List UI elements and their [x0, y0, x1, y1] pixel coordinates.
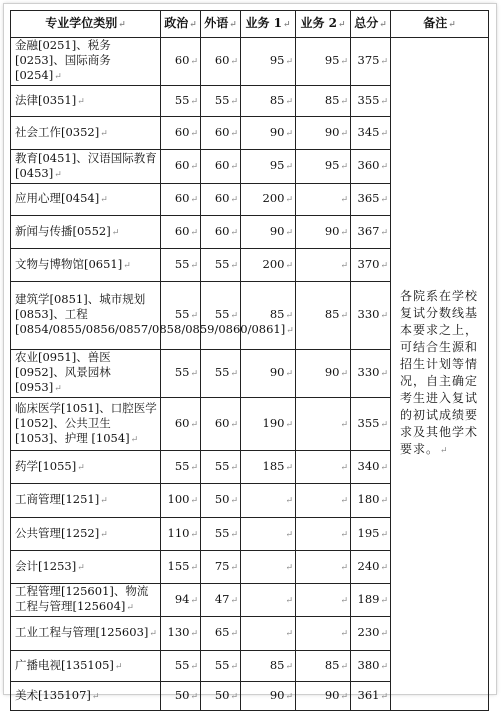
cell-foreign: 55↵: [201, 518, 241, 551]
cell-subject1: 85↵: [241, 282, 296, 350]
cell-subject1: 90↵: [241, 350, 296, 398]
cell-foreign: 50↵: [201, 682, 241, 711]
cell-total: 355↵: [351, 86, 391, 117]
cell-subject2: ↵: [296, 584, 351, 617]
header-total: 总分↵: [351, 11, 391, 38]
cell-total: 195↵: [351, 518, 391, 551]
cell-foreign: 60↵: [201, 398, 241, 451]
cell-foreign: 55↵: [201, 350, 241, 398]
cell-subject2: 90↵: [296, 216, 351, 249]
cell-subject1: 90↵: [241, 216, 296, 249]
cell-total: 180↵: [351, 484, 391, 518]
cell-foreign: 55↵: [201, 451, 241, 484]
cell-foreign: 75↵: [201, 551, 241, 584]
cell-total: 375↵: [351, 38, 391, 86]
cell-foreign: 60↵: [201, 38, 241, 86]
cell-foreign: 55↵: [201, 86, 241, 117]
cell-politics: 94↵: [161, 584, 201, 617]
cell-category: 建筑学[0851]、城市规划[0853]、工程[0854/0855/0856/0857/0858/0859/0860/0861]↵: [11, 282, 161, 350]
cell-politics: 155↵: [161, 551, 201, 584]
cell-total: 370↵: [351, 249, 391, 282]
cell-subject2: ↵: [296, 617, 351, 651]
cell-category: 教育[0451]、汉语国际教育[0453]↵: [11, 150, 161, 184]
cell-subject1: 190↵: [241, 398, 296, 451]
cell-politics: 60↵: [161, 216, 201, 249]
cell-subject2: ↵: [296, 518, 351, 551]
cell-category: 工程管理[125601]、物流工程与管理[125604]↵: [11, 584, 161, 617]
cell-subject1: ↵: [241, 484, 296, 518]
cell-total: 230↵: [351, 617, 391, 651]
cell-foreign: 60↵: [201, 117, 241, 150]
cell-subject2: 85↵: [296, 282, 351, 350]
cell-total: 345↵: [351, 117, 391, 150]
cell-foreign: 55↵: [201, 651, 241, 682]
cell-politics: 100↵: [161, 484, 201, 518]
cell-subject1: ↵: [241, 617, 296, 651]
cell-category: 广播电视[135105]↵: [11, 651, 161, 682]
cell-politics: 50↵: [161, 682, 201, 711]
cell-category: 农业[0951]、兽医[0952]、风景园林[0953]↵: [11, 350, 161, 398]
cell-total: 360↵: [351, 150, 391, 184]
cell-subject2: ↵: [296, 451, 351, 484]
cell-foreign: 47↵: [201, 584, 241, 617]
cell-category: 金融[0251]、税务[0253]、国际商务[0254]↵: [11, 38, 161, 86]
cell-subject2: ↵: [296, 184, 351, 216]
cell-subject1: ↵: [241, 584, 296, 617]
cell-subject2: ↵: [296, 551, 351, 584]
cell-total: 355↵: [351, 398, 391, 451]
cell-subject1: 90↵: [241, 682, 296, 711]
cell-total: 240↵: [351, 551, 391, 584]
cell-subject1: 200↵: [241, 184, 296, 216]
cell-subject2: 85↵: [296, 651, 351, 682]
cell-total: 189↵: [351, 584, 391, 617]
header-subject2: 业务 2↵: [296, 11, 351, 38]
cell-subject2: ↵: [296, 249, 351, 282]
cell-total: 380↵: [351, 651, 391, 682]
cell-politics: 55↵: [161, 651, 201, 682]
cell-subject2: 95↵: [296, 150, 351, 184]
cell-politics: 60↵: [161, 184, 201, 216]
cell-subject2: ↵: [296, 398, 351, 451]
cell-politics: 55↵: [161, 249, 201, 282]
table-row: [11, 38, 489, 86]
cell-total: 330↵: [351, 350, 391, 398]
cell-category: 会计[1253]↵: [11, 551, 161, 584]
cell-politics: 60↵: [161, 117, 201, 150]
cell-politics: 110↵: [161, 518, 201, 551]
cell-foreign: 60↵: [201, 150, 241, 184]
cell-subject2: 85↵: [296, 86, 351, 117]
header-category: 专业学位类别↵: [11, 11, 161, 38]
cell-subject2: 95↵: [296, 38, 351, 86]
header-note: 备注↵: [391, 11, 489, 38]
cell-category: 社会工作[0352]↵: [11, 117, 161, 150]
header-politics: 政治↵: [161, 11, 201, 38]
header-row: [11, 11, 489, 38]
cell-politics: 55↵: [161, 350, 201, 398]
cell-subject1: 95↵: [241, 150, 296, 184]
cell-category: 公共管理[1252]↵: [11, 518, 161, 551]
cell-subject2: ↵: [296, 484, 351, 518]
cell-politics: 60↵: [161, 150, 201, 184]
cell-subject1: 200↵: [241, 249, 296, 282]
cell-politics: 130↵: [161, 617, 201, 651]
cell-politics: 60↵: [161, 38, 201, 86]
cell-politics: 60↵: [161, 398, 201, 451]
cell-total: 330↵: [351, 282, 391, 350]
cell-category: 药学[1055]↵: [11, 451, 161, 484]
note-cell: 各院系在学校复试分数线基本要求之上，可结合生源和招生计划等情况，自主确定考生进入复试的初试成绩要求及其他学术要求。↵: [391, 38, 489, 711]
cell-total: 340↵: [351, 451, 391, 484]
cell-subject2: 90↵: [296, 117, 351, 150]
cell-subject1: 85↵: [241, 651, 296, 682]
cell-category: 法律[0351]↵: [11, 86, 161, 117]
cell-category: 文物与博物馆[0651]↵: [11, 249, 161, 282]
cell-subject2: 90↵: [296, 350, 351, 398]
cell-politics: 55↵: [161, 282, 201, 350]
cell-category: 工商管理[1251]↵: [11, 484, 161, 518]
cell-subject1: 90↵: [241, 117, 296, 150]
cell-category: 应用心理[0454]↵: [11, 184, 161, 216]
cell-category: 临床医学[1051]、口腔医学[1052]、公共卫生[1053]、护理 [1054]↵: [11, 398, 161, 451]
cell-foreign: 55↵: [201, 249, 241, 282]
cell-foreign: 55↵: [201, 282, 241, 350]
cell-subject1: 185↵: [241, 451, 296, 484]
header-subject1: 业务 1↵: [241, 11, 296, 38]
header-foreign: 外语↵: [201, 11, 241, 38]
cell-politics: 55↵: [161, 451, 201, 484]
cell-total: 365↵: [351, 184, 391, 216]
cell-total: 367↵: [351, 216, 391, 249]
cell-subject2: 90↵: [296, 682, 351, 711]
cell-subject1: 85↵: [241, 86, 296, 117]
cell-foreign: 50↵: [201, 484, 241, 518]
cell-subject1: ↵: [241, 518, 296, 551]
cell-foreign: 65↵: [201, 617, 241, 651]
cell-foreign: 60↵: [201, 216, 241, 249]
cell-category: 新闻与传播[0552]↵: [11, 216, 161, 249]
cell-subject1: ↵: [241, 551, 296, 584]
cell-category: 工业工程与管理[125603]↵: [11, 617, 161, 651]
cell-total: 361↵: [351, 682, 391, 711]
score-table: [10, 10, 489, 711]
cell-category: 美术[135107]↵: [11, 682, 161, 711]
cell-foreign: 60↵: [201, 184, 241, 216]
cell-politics: 55↵: [161, 86, 201, 117]
cell-subject1: 95↵: [241, 38, 296, 86]
